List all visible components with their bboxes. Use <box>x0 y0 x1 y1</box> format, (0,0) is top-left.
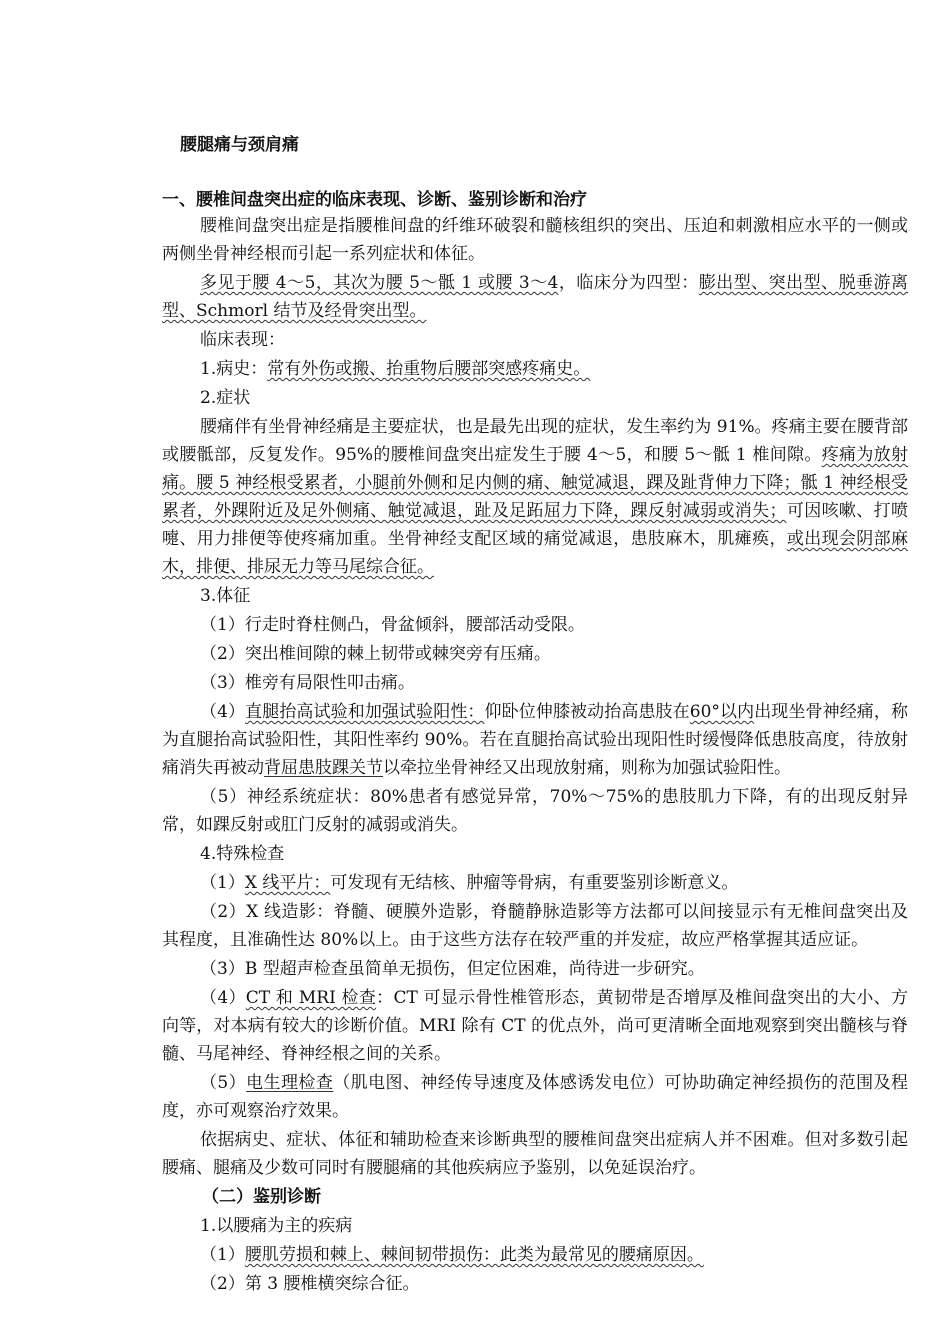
wavy-underline-text: 疼痛为放射痛。腰 5 神经根受累者，小腿前外侧和足内侧的痛、触觉减退，踝及趾背伸力下降；骶 1 神经根受累者，外踝附近及足外侧痛、触觉减退，趾及足跖屈力下降，踝反射减弱或消失； <box>162 445 909 521</box>
wavy-underline-text: 常有外伤或搬、抬重物后腰部突感疼痛史。 <box>267 359 591 379</box>
document-body <box>162 212 908 1299</box>
wavy-underline-text: 多见于腰 4～5，其次为腰 5～骶 1 或腰 3～4 <box>200 273 559 293</box>
clinical-label: 临床表现： <box>200 330 285 350</box>
text-span: （肌电图、神经传导速度及体感诱发电位）可协助确定神经损伤的范围及程度，亦可观察治疗效果。 <box>162 1073 909 1121</box>
text-span: 可因咳嗽、打喷嚏、用力排便等使疼痛加重。坐骨神经支配区域的痛觉减退，患肢麻木，肌瘫痪， <box>162 501 909 549</box>
text-span: 可发现有无结核、肿瘤等骨病，有重要鉴别诊断意义。 <box>330 873 739 893</box>
document-title: 腰腿痛与颈肩痛 <box>180 135 299 155</box>
sign-item-3: （3）椎旁有局限性叩击痛。 <box>200 673 415 693</box>
paragraph-history <box>162 355 908 383</box>
diff-item-2: （2）第 3 腰椎横突综合征。 <box>200 1274 420 1294</box>
history-label: 1.病史： <box>200 359 268 379</box>
text-span: ：CT 可显示骨性椎管形态，黄韧带是否增厚及椎间盘突出的大小、方向等，对本病有较大的诊断价值。MRI 除有 CT 的优点外，尚可更清晰全面地观察到突出髓核与脊髓、马尾神经、脊神经根之间的关系。 <box>162 988 908 1064</box>
wavy-underline-text: X 线平片： <box>244 873 331 893</box>
paragraph-types <box>162 269 908 325</box>
text-span: 仰卧位伸膝被动抬高患肢在 <box>484 702 690 722</box>
sign-item-5: （5）神经系统症状：80%患者有感觉异常，70%～75%的患肢肌力下降，有的出现反射异常，如踝反射或肛门反射的减弱或消失。 <box>162 787 908 835</box>
paragraph-symptoms <box>162 413 908 581</box>
sign-item-2: （2）突出椎间隙的棘上韧带或棘突旁有压痛。 <box>200 644 551 664</box>
wavy-underline-text: 腰肌劳损和棘上、棘间韧带损伤：此类为最常见的腰痛原因。 <box>244 1245 704 1265</box>
text-span: （5） <box>200 1073 247 1093</box>
section-heading-1: 一、腰椎间盘突出症的临床表现、诊断、鉴别诊断和治疗 <box>162 190 587 210</box>
text-span: 以牵拉坐骨神经又出现放射痛，则称为加强试验阳性。 <box>383 758 791 778</box>
text-span: （1） <box>200 1245 245 1265</box>
wavy-underline-text: CT 和 MRI 检查 <box>245 988 377 1008</box>
wavy-underline-text: 60°以内 <box>689 702 755 722</box>
sign-item-4 <box>162 698 908 782</box>
exam-item-5 <box>162 1069 908 1125</box>
underlined-text: 电生理检查 <box>246 1073 334 1093</box>
text-span: （4） <box>200 702 246 722</box>
exam-item-2: （2）X 线造影：脊髓、硬膜外造影，脊髓静脉造影等方法都可以间接显示有无椎间盘突出及其程度，且准确性达 80%以上。由于这些方法存在较严重的并发症，故应严格掌握其适应证。 <box>162 902 908 950</box>
wavy-underline-text: 直腿抬高试验和加强试验阳性： <box>245 702 485 722</box>
text-span: ，临床分为四型： <box>558 273 699 293</box>
diff-item-1 <box>162 1241 908 1269</box>
text-span: 腰痛伴有坐骨神经痛是主要症状，也是最先出现的症状，发生率约为 91%。疼痛主要在腰背部或腰骶部，反复发作。95%的腰椎间盘突出症发生于腰 4～5，和腰 5～骶 1 椎间隙。 <box>162 417 908 465</box>
section-heading-2: （二）鉴别诊断 <box>202 1187 321 1207</box>
text-span: （4） <box>200 988 246 1008</box>
text-span: （1） <box>200 873 245 893</box>
exam-label: 4.特殊检查 <box>200 844 285 864</box>
paragraph-definition: 腰椎间盘突出症是指腰椎间盘的纤维环破裂和髓核组织的突出、压迫和刺激相应水平的一侧或两侧坐骨神经根而引起一系列症状和体征。 <box>162 216 908 264</box>
wavy-underline-text: 膨出型、突出型、脱垂游离型、Schmorl 结节及经骨突出型。 <box>162 273 909 321</box>
text-span: 出现坐骨神经痛，称为直腿抬高试验阳性，其阳性率约 90%。若在直腿抬高试验出现阳性时缓慢降低患肢高度，待放射痛消失再被动 <box>162 702 909 778</box>
exam-item-3: （3）B 型超声检查虽简单无损伤，但定位困难，尚待进一步研究。 <box>200 959 705 979</box>
diff-label: 1.以腰痛为主的疾病 <box>200 1216 353 1236</box>
underlined-text: 背屈患肢踝关节 <box>264 758 383 778</box>
exam-item-4 <box>162 984 908 1068</box>
sign-label: 3.体征 <box>200 586 251 606</box>
paragraph-diagnosis: 依据病史、症状、体征和辅助检查来诊断典型的腰椎间盘突出症病人并不困难。但对多数引起腰痛、腿痛及少数可同时有腰腿痛的其他疾病应予鉴别，以免延误治疗。 <box>162 1130 908 1178</box>
symptom-label: 2.症状 <box>200 388 251 408</box>
wavy-underline-text: 或出现会阴部麻木，排便、排尿无力等马尾综合征。 <box>162 529 909 577</box>
exam-item-1 <box>162 869 908 897</box>
sign-item-1: （1）行走时脊柱侧凸，骨盆倾斜，腰部活动受限。 <box>200 615 585 635</box>
